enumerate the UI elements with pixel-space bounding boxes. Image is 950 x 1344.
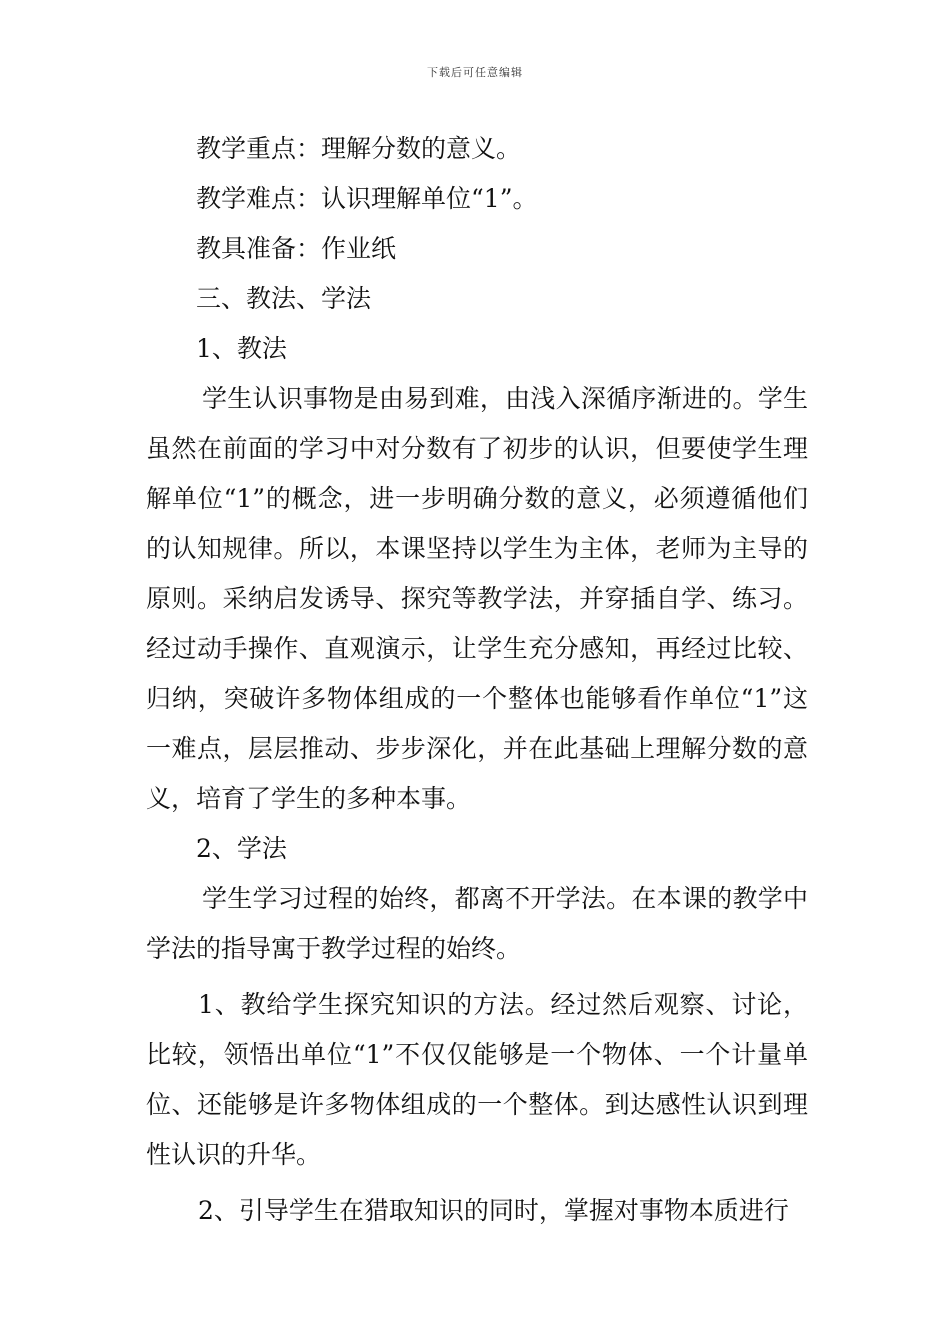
- subsection-teaching-method-heading: 1、教法: [196, 334, 287, 363]
- section-three-heading: 三、教法、学法: [196, 284, 372, 313]
- teaching-focus-line: 教学重点：理解分数的意义。: [196, 134, 522, 163]
- point-two-paragraph: 2、引导学生在猎取知识的同时，掌握对事物本质进行: [198, 1196, 789, 1225]
- subsection-learning-method-heading: 2、学法: [196, 834, 287, 863]
- learning-method-paragraph: 学生学习过程的始终，都离不开学法。在本课的教学中学法的指导寓于教学过程的始终。: [146, 884, 808, 963]
- page-header: 下载后可任意编辑: [427, 66, 523, 79]
- teaching-tools-line: 教具准备：作业纸: [196, 234, 397, 263]
- teaching-method-paragraph: 学生认识事物是由易到难，由浅入深循序渐进的。学生虽然在前面的学习中对分数有了初步的认识，但要使学生理解单位“1”的概念，进一步明确分数的意义，必须遵循他们的认知规律。所以，本课坚持以学生为主体，老师为主导的原则。采纳启发诱导、探究等教学法，并穿插自学、练习。经过动手操作、直观演示，让学生充分感知，再经过比较、归纳，突破许多物体组成的一个整体也能够看作单位“1”这一难点，层层推动、步步深化，并在此基础上理解分数的意义，培育了学生的多种本事。: [146, 384, 808, 813]
- document-body: [146, 124, 808, 1236]
- point-one-paragraph: 1、教给学生探究知识的方法。经过然后观察、讨论，比较，领悟出单位“1”不仅仅能够是一个物体、一个计量单位、还能够是许多物体组成的一个整体。到达感性认识到理性认识的升华。: [146, 990, 808, 1169]
- teaching-difficulty-line: 教学难点：认识理解单位“1”。: [196, 184, 538, 213]
